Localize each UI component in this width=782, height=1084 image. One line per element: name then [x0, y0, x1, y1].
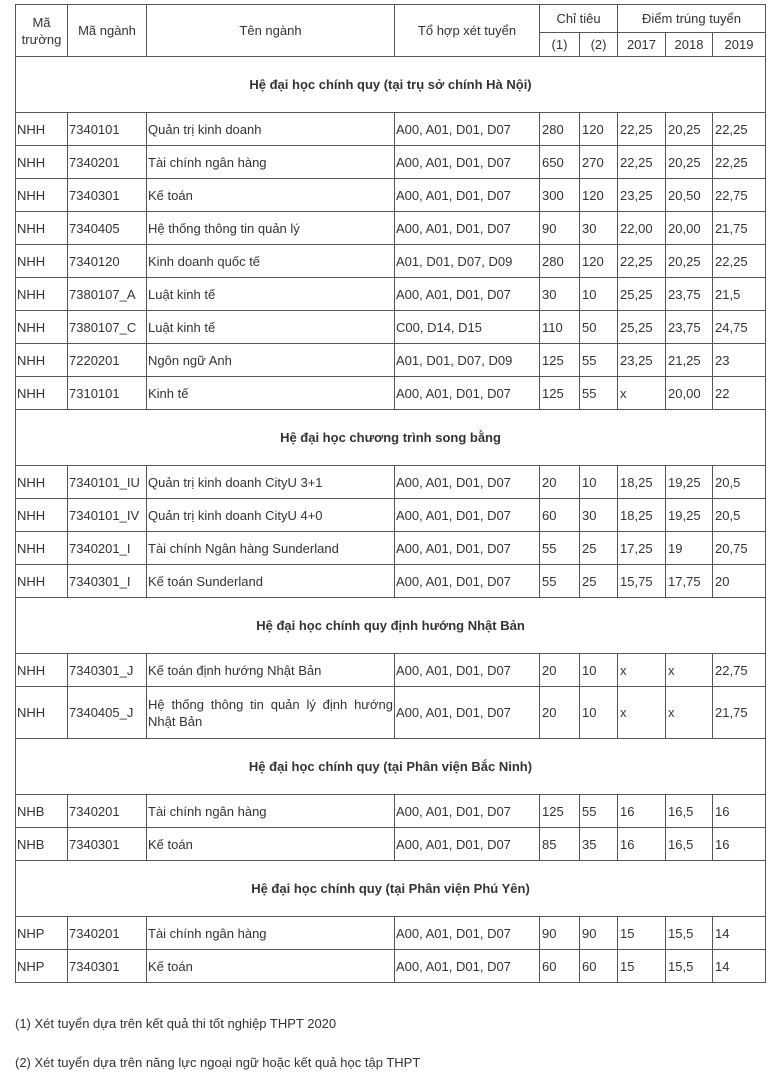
cell-to-hop: A00, A01, D01, D07: [395, 499, 540, 532]
cell-ma-truong: NHH: [16, 565, 68, 598]
section-title: Hệ đại học chính quy (tại Phân viện Bắc Ninh): [16, 739, 766, 795]
cell-diem-2019: 20,5: [713, 499, 766, 532]
cell-ma-truong: NHB: [16, 828, 68, 861]
cell-to-hop: A00, A01, D01, D07: [395, 466, 540, 499]
cell-chi-tieu-1: 55: [540, 532, 580, 565]
cell-diem-2017: 15,75: [618, 565, 666, 598]
table-row: [16, 499, 766, 532]
cell-ten-nganh: Tài chính ngân hàng: [147, 146, 395, 179]
cell-diem-2018: 17,75: [666, 565, 713, 598]
cell-ma-nganh: 7340101_IV: [68, 499, 147, 532]
cell-diem-2018: x: [666, 687, 713, 739]
cell-ten-nganh: Kế toán: [147, 828, 395, 861]
cell-diem-2019: 22,25: [713, 113, 766, 146]
cell-chi-tieu-2: 60: [580, 950, 618, 983]
cell-diem-2017: 16: [618, 795, 666, 828]
cell-ten-nganh: Ngôn ngữ Anh: [147, 344, 395, 377]
table-row: [16, 828, 766, 861]
table-row: [16, 179, 766, 212]
cell-ma-truong: NHH: [16, 377, 68, 410]
cell-ma-nganh: 7310101: [68, 377, 147, 410]
cell-diem-2019: 22,75: [713, 179, 766, 212]
cell-chi-tieu-1: 650: [540, 146, 580, 179]
table-row: [16, 532, 766, 565]
cell-ten-nganh: Kinh doanh quốc tế: [147, 245, 395, 278]
cell-diem-2019: 21,75: [713, 687, 766, 739]
cell-diem-2017: 17,25: [618, 532, 666, 565]
cell-diem-2018: 19,25: [666, 499, 713, 532]
section-header: [16, 410, 766, 466]
cell-chi-tieu-2: 50: [580, 311, 618, 344]
cell-to-hop: A00, A01, D01, D07: [395, 687, 540, 739]
cell-diem-2018: 19,25: [666, 466, 713, 499]
table-body: [16, 57, 766, 983]
cell-diem-2017: 25,25: [618, 278, 666, 311]
cell-ten-nganh: Luật kinh tế: [147, 311, 395, 344]
table-row: [16, 565, 766, 598]
table-row: [16, 344, 766, 377]
cell-diem-2018: 20,25: [666, 113, 713, 146]
cell-chi-tieu-2: 270: [580, 146, 618, 179]
cell-ma-nganh: 7340301: [68, 828, 147, 861]
cell-to-hop: A00, A01, D01, D07: [395, 278, 540, 311]
cell-diem-2019: 16: [713, 828, 766, 861]
cell-chi-tieu-2: 120: [580, 179, 618, 212]
section-title: Hệ đại học chính quy (tại Phân viện Phú Yên): [16, 861, 766, 917]
cell-ma-nganh: 7340301: [68, 950, 147, 983]
cell-ten-nganh: Hệ thống thông tin quản lý định hướng Nhật Bản: [147, 687, 395, 739]
cell-ma-nganh: 7340101: [68, 113, 147, 146]
cell-to-hop: A00, A01, D01, D07: [395, 377, 540, 410]
cell-chi-tieu-2: 55: [580, 377, 618, 410]
cell-diem-2019: 20,5: [713, 466, 766, 499]
table-row: [16, 917, 766, 950]
cell-ma-truong: NHP: [16, 950, 68, 983]
cell-diem-2019: 20,75: [713, 532, 766, 565]
cell-diem-2017: 22,25: [618, 113, 666, 146]
cell-ma-truong: NHP: [16, 917, 68, 950]
footnote-2: (2) Xét tuyển dựa trên năng lực ngoại ngữ hoặc kết quả học tập THPT: [15, 1055, 421, 1070]
cell-to-hop: A00, A01, D01, D07: [395, 212, 540, 245]
cell-to-hop: C00, D14, D15: [395, 311, 540, 344]
cell-ten-nganh: Luật kinh tế: [147, 278, 395, 311]
cell-ma-truong: NHH: [16, 278, 68, 311]
header-ct1: (1): [540, 33, 580, 57]
header-2017: 2017: [618, 33, 666, 57]
cell-to-hop: A01, D01, D07, D09: [395, 344, 540, 377]
cell-diem-2018: 20,00: [666, 212, 713, 245]
cell-chi-tieu-1: 280: [540, 113, 580, 146]
cell-diem-2017: 22,00: [618, 212, 666, 245]
cell-chi-tieu-2: 120: [580, 245, 618, 278]
cell-chi-tieu-1: 280: [540, 245, 580, 278]
cell-diem-2017: 22,25: [618, 245, 666, 278]
cell-ma-nganh: 7220201: [68, 344, 147, 377]
header-ma-nganh: Mã ngành: [68, 5, 147, 57]
cell-ma-truong: NHH: [16, 311, 68, 344]
cell-diem-2017: x: [618, 654, 666, 687]
cell-ten-nganh: Tài chính Ngân hàng Sunderland: [147, 532, 395, 565]
cell-ten-nganh: Kế toán định hướng Nhật Bản: [147, 654, 395, 687]
section-title: Hệ đại học chính quy định hướng Nhật Bản: [16, 598, 766, 654]
cell-chi-tieu-1: 125: [540, 795, 580, 828]
cell-ma-truong: NHH: [16, 687, 68, 739]
cell-ten-nganh: Tài chính ngân hàng: [147, 795, 395, 828]
cell-chi-tieu-1: 90: [540, 917, 580, 950]
table-row: [16, 377, 766, 410]
cell-ten-nganh: Kế toán: [147, 179, 395, 212]
cell-diem-2019: 21,5: [713, 278, 766, 311]
table-row: [16, 950, 766, 983]
cell-chi-tieu-2: 90: [580, 917, 618, 950]
cell-ma-nganh: 7340201: [68, 146, 147, 179]
cell-ten-nganh: Quản trị kinh doanh: [147, 113, 395, 146]
cell-ten-nganh: Kế toán Sunderland: [147, 565, 395, 598]
cell-ma-nganh: 7340201: [68, 795, 147, 828]
cell-ma-truong: NHH: [16, 245, 68, 278]
cell-ma-nganh: 7340201_I: [68, 532, 147, 565]
cell-diem-2017: 15: [618, 917, 666, 950]
section-header: [16, 739, 766, 795]
cell-to-hop: A00, A01, D01, D07: [395, 565, 540, 598]
cell-diem-2017: 22,25: [618, 146, 666, 179]
cell-diem-2018: 20,50: [666, 179, 713, 212]
table-row: [16, 466, 766, 499]
table-row: [16, 687, 766, 739]
cell-diem-2019: 22: [713, 377, 766, 410]
cell-diem-2018: 15,5: [666, 950, 713, 983]
cell-diem-2019: 22,25: [713, 245, 766, 278]
header-row-1: [16, 5, 766, 33]
cell-to-hop: A00, A01, D01, D07: [395, 179, 540, 212]
cell-ten-nganh: Quản trị kinh doanh CityU 4+0: [147, 499, 395, 532]
cell-diem-2018: 21,25: [666, 344, 713, 377]
cell-diem-2018: 15,5: [666, 917, 713, 950]
cell-to-hop: A00, A01, D01, D07: [395, 146, 540, 179]
header-2018: 2018: [666, 33, 713, 57]
cell-ten-nganh: Tài chính ngân hàng: [147, 917, 395, 950]
table-row: [16, 146, 766, 179]
section-header: [16, 598, 766, 654]
cell-ma-truong: NHH: [16, 499, 68, 532]
cell-chi-tieu-1: 125: [540, 344, 580, 377]
table-row: [16, 654, 766, 687]
cell-chi-tieu-2: 120: [580, 113, 618, 146]
cell-ma-nganh: 7340120: [68, 245, 147, 278]
cell-chi-tieu-2: 10: [580, 466, 618, 499]
cell-chi-tieu-2: 10: [580, 687, 618, 739]
cell-ma-nganh: 7340301: [68, 179, 147, 212]
cell-ma-truong: NHH: [16, 466, 68, 499]
cell-chi-tieu-1: 125: [540, 377, 580, 410]
section-header: [16, 861, 766, 917]
cell-diem-2017: 18,25: [618, 499, 666, 532]
cell-chi-tieu-1: 60: [540, 499, 580, 532]
header-to-hop: Tổ hợp xét tuyển: [395, 5, 540, 57]
cell-diem-2019: 24,75: [713, 311, 766, 344]
cell-diem-2019: 22,75: [713, 654, 766, 687]
cell-to-hop: A00, A01, D01, D07: [395, 828, 540, 861]
section-title: Hệ đại học chính quy (tại trụ sở chính Hà Nội): [16, 57, 766, 113]
section-title: Hệ đại học chương trình song bằng: [16, 410, 766, 466]
cell-to-hop: A00, A01, D01, D07: [395, 654, 540, 687]
cell-chi-tieu-2: 10: [580, 278, 618, 311]
cell-diem-2017: 25,25: [618, 311, 666, 344]
cell-diem-2019: 21,75: [713, 212, 766, 245]
cell-chi-tieu-1: 20: [540, 654, 580, 687]
cell-ma-nganh: 7340201: [68, 917, 147, 950]
cell-chi-tieu-1: 60: [540, 950, 580, 983]
cell-ma-truong: NHH: [16, 344, 68, 377]
cell-to-hop: A00, A01, D01, D07: [395, 795, 540, 828]
cell-to-hop: A00, A01, D01, D07: [395, 917, 540, 950]
cell-diem-2017: 23,25: [618, 344, 666, 377]
cell-diem-2018: x: [666, 654, 713, 687]
cell-chi-tieu-1: 110: [540, 311, 580, 344]
cell-chi-tieu-1: 30: [540, 278, 580, 311]
cell-chi-tieu-1: 90: [540, 212, 580, 245]
header-chi-tieu: Chỉ tiêu: [540, 5, 618, 33]
cell-chi-tieu-2: 25: [580, 565, 618, 598]
footnote-1: (1) Xét tuyển dựa trên kết quả thi tốt nghiệp THPT 2020: [15, 1016, 337, 1031]
table-row: [16, 795, 766, 828]
section-header: [16, 57, 766, 113]
cell-chi-tieu-2: 30: [580, 499, 618, 532]
cell-ma-nganh: 7380107_C: [68, 311, 147, 344]
cell-to-hop: A00, A01, D01, D07: [395, 950, 540, 983]
cell-ten-nganh: Hệ thống thông tin quản lý: [147, 212, 395, 245]
table-row: [16, 311, 766, 344]
cell-ma-truong: NHH: [16, 113, 68, 146]
cell-diem-2018: 19: [666, 532, 713, 565]
cell-diem-2017: 15: [618, 950, 666, 983]
cell-diem-2017: x: [618, 377, 666, 410]
cell-diem-2018: 20,00: [666, 377, 713, 410]
cell-diem-2017: x: [618, 687, 666, 739]
cell-ma-truong: NHH: [16, 212, 68, 245]
admission-table: [15, 4, 766, 983]
cell-ma-truong: NHH: [16, 654, 68, 687]
header-2019: 2019: [713, 33, 766, 57]
cell-to-hop: A00, A01, D01, D07: [395, 532, 540, 565]
cell-chi-tieu-2: 55: [580, 344, 618, 377]
cell-diem-2018: 20,25: [666, 245, 713, 278]
cell-chi-tieu-2: 35: [580, 828, 618, 861]
cell-chi-tieu-2: 10: [580, 654, 618, 687]
cell-to-hop: A01, D01, D07, D09: [395, 245, 540, 278]
table-row: [16, 113, 766, 146]
cell-chi-tieu-1: 300: [540, 179, 580, 212]
cell-diem-2018: 16,5: [666, 795, 713, 828]
cell-chi-tieu-1: 20: [540, 466, 580, 499]
cell-chi-tieu-1: 55: [540, 565, 580, 598]
cell-diem-2017: 18,25: [618, 466, 666, 499]
cell-ma-nganh: 7340301_J: [68, 654, 147, 687]
cell-diem-2018: 20,25: [666, 146, 713, 179]
cell-diem-2019: 22,25: [713, 146, 766, 179]
cell-ma-nganh: 7340405: [68, 212, 147, 245]
cell-ma-truong: NHH: [16, 532, 68, 565]
cell-diem-2018: 23,75: [666, 311, 713, 344]
cell-ten-nganh: Kế toán: [147, 950, 395, 983]
cell-ma-nganh: 7340301_I: [68, 565, 147, 598]
header-ct2: (2): [580, 33, 618, 57]
cell-ma-truong: NHH: [16, 146, 68, 179]
cell-chi-tieu-1: 20: [540, 687, 580, 739]
cell-ten-nganh: Kinh tế: [147, 377, 395, 410]
header-ma-truong: Mã trường: [16, 5, 68, 57]
cell-chi-tieu-2: 30: [580, 212, 618, 245]
cell-chi-tieu-2: 55: [580, 795, 618, 828]
table-row: [16, 212, 766, 245]
header-ten-nganh: Tên ngành: [147, 5, 395, 57]
cell-chi-tieu-1: 85: [540, 828, 580, 861]
cell-to-hop: A00, A01, D01, D07: [395, 113, 540, 146]
cell-diem-2018: 23,75: [666, 278, 713, 311]
cell-chi-tieu-2: 25: [580, 532, 618, 565]
cell-diem-2019: 16: [713, 795, 766, 828]
cell-diem-2019: 20: [713, 565, 766, 598]
cell-ten-nganh: Quản trị kinh doanh CityU 3+1: [147, 466, 395, 499]
cell-ma-nganh: 7380107_A: [68, 278, 147, 311]
table-row: [16, 278, 766, 311]
cell-diem-2017: 23,25: [618, 179, 666, 212]
cell-diem-2019: 14: [713, 917, 766, 950]
cell-ma-truong: NHH: [16, 179, 68, 212]
cell-diem-2019: 14: [713, 950, 766, 983]
cell-ma-truong: NHB: [16, 795, 68, 828]
cell-diem-2019: 23: [713, 344, 766, 377]
cell-diem-2017: 16: [618, 828, 666, 861]
cell-diem-2018: 16,5: [666, 828, 713, 861]
cell-ma-nganh: 7340405_J: [68, 687, 147, 739]
header-diem: Điểm trúng tuyển: [618, 5, 766, 33]
cell-ma-nganh: 7340101_IU: [68, 466, 147, 499]
table-row: [16, 245, 766, 278]
